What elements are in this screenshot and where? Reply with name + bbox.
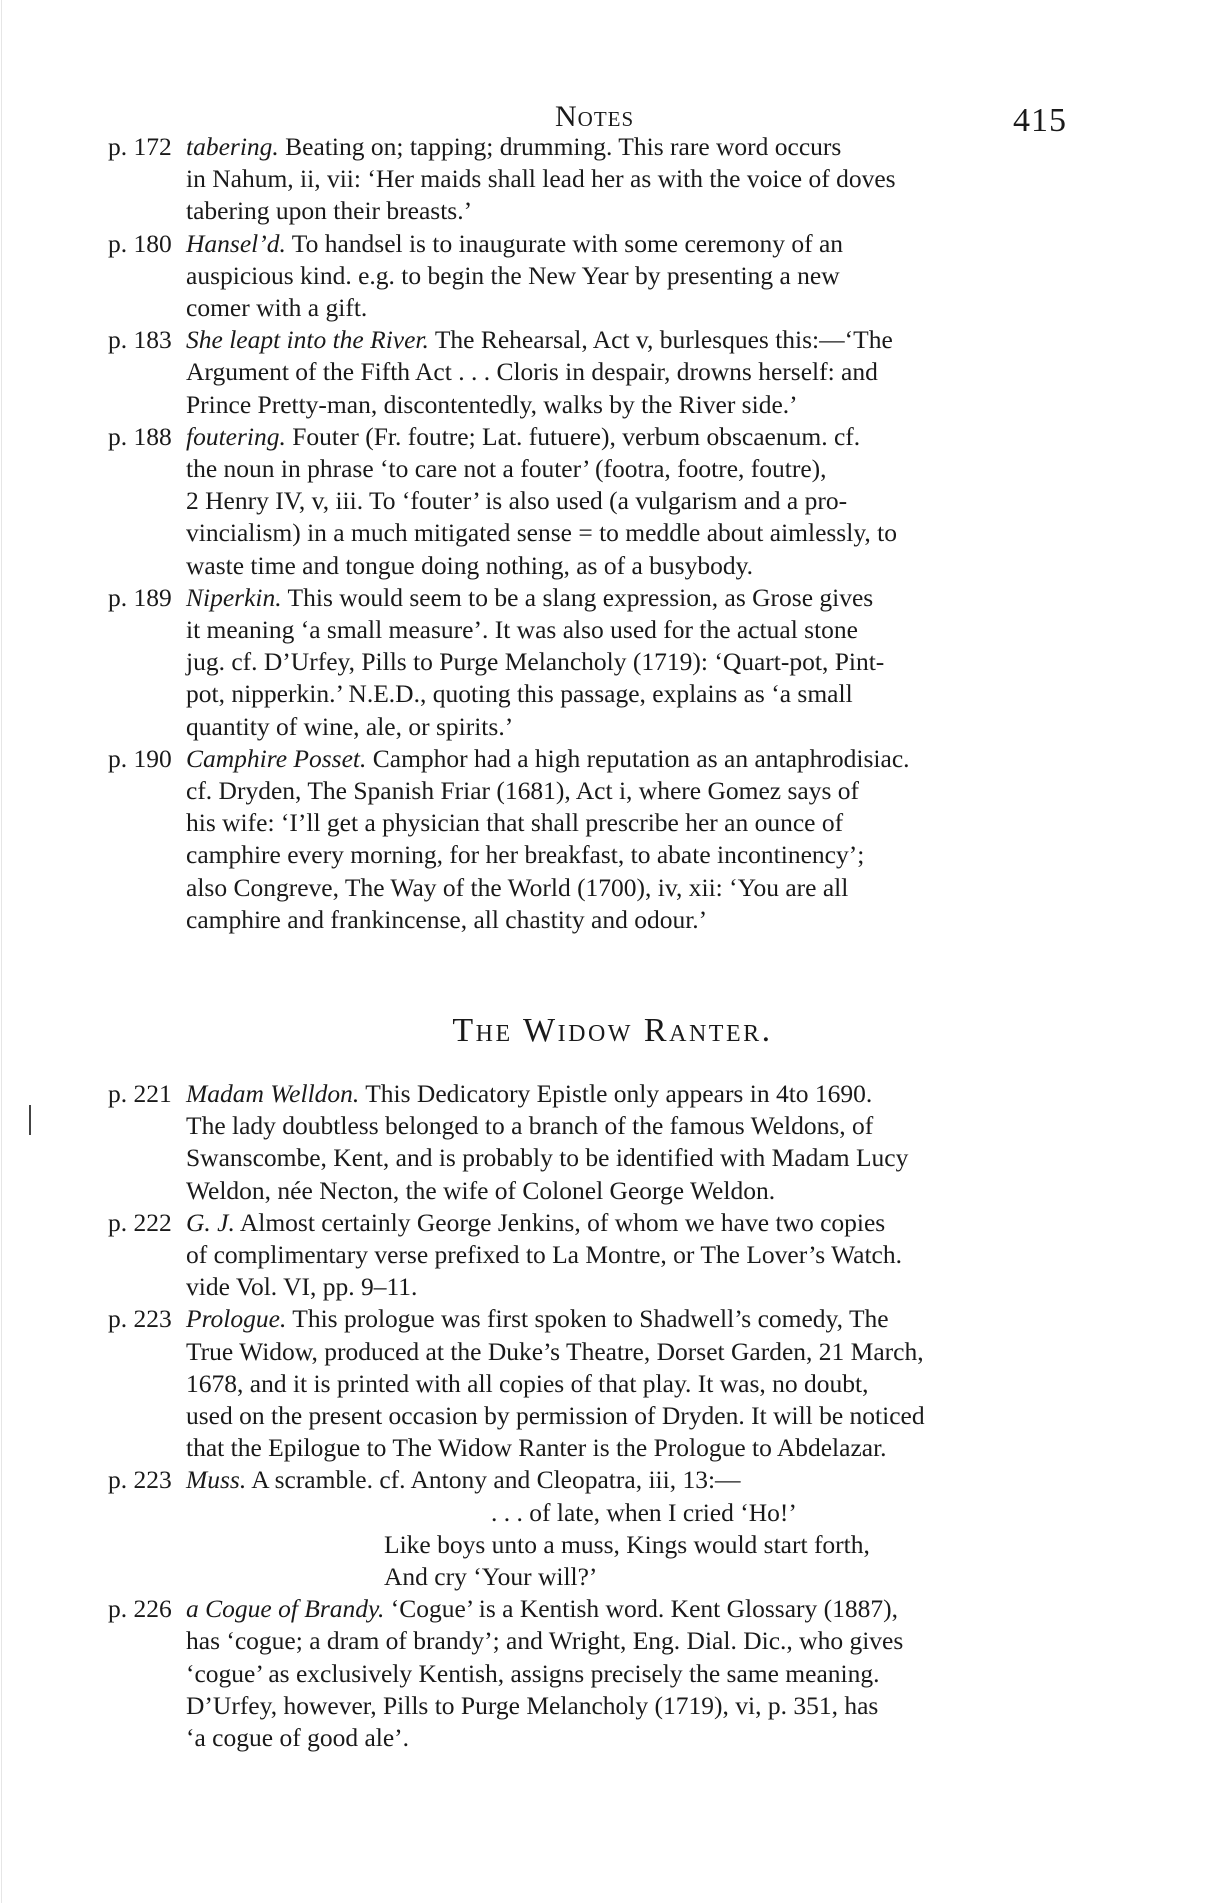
page-reference: p. 222 [108,1207,172,1237]
margin-mark [29,1105,31,1135]
note-text: A scramble. cf. Antony and Cleopatra, iii, 13:— [251,1465,741,1495]
note-line [186,163,1108,195]
note-line [186,1078,1108,1110]
note-line [186,356,1108,388]
note-headword: Hansel’d. [186,228,286,258]
note-text: has ‘cogue; a dram of brandy’; and Wright, Eng. Dial. Dic., who gives [186,1626,904,1656]
note-line [186,1690,1108,1722]
note-text: D’Urfey, however, Pills to Purge Melancholy (1719), vi, p. 351, has [186,1690,879,1720]
note-entry [108,131,1108,228]
page-reference: p. 223 [108,1465,172,1495]
note-line [186,1400,1108,1432]
note-text: True Widow, produced at the Duke’s Theatre, Dorset Garden, 21 March, [186,1336,924,1366]
note-headword: Camphire Posset. [186,743,367,773]
note-text: auspicious kind. e.g. to begin the New Year by presenting a new [186,260,840,290]
note-text: camphire and frankincense, all chastity and odour.’ [186,904,708,934]
note-text: Prince Pretty-man, discontentedly, walks by the River side.’ [186,389,798,419]
note-line [186,1142,1108,1174]
note-line [186,1336,1108,1368]
note-text: camphire every morning, for her breakfast, to abate incontinency’; [186,840,865,870]
note-entry [108,582,1108,743]
note-text: also Congreve, The Way of the World (1700), iv, xii: ‘You are all [186,872,849,902]
note-entry [108,1207,1108,1304]
note-line [186,614,1108,646]
note-entry [108,421,1108,582]
notes-section-bottom [108,1078,1108,1754]
note-line [186,550,1108,582]
note-text: of complimentary verse prefixed to La Montre, or The Lover’s Watch. [186,1240,902,1270]
note-line [186,292,1108,324]
note-line [186,1625,1108,1657]
note-text: The lady doubtless belonged to a branch of the famous Weldons, of [186,1111,874,1141]
note-text: cf. Dryden, The Spanish Friar (1681), Act i, where Gomez says of [186,776,859,806]
note-entry [108,324,1108,421]
note-text: pot, nipperkin.’ N.E.D., quoting this passage, explains as ‘a small [186,679,853,709]
note-text: This prologue was first spoken to Shadwell’s comedy, The [292,1304,889,1334]
note-headword: tabering. [186,132,279,161]
note-headword: Prologue. [186,1304,287,1334]
note-text: Beating on; tapping; drumming. This rare word occurs [285,132,842,161]
note-line [186,453,1108,485]
note-text: ‘Cogue’ is a Kentish word. Kent Glossary (1887), [390,1594,899,1624]
note-headword: G. J. [186,1207,235,1237]
note-text: Swanscombe, Kent, and is probably to be identified with Madam Lucy [186,1143,909,1173]
note-line [186,1722,1108,1754]
note-headword: foutering. [186,421,286,451]
note-text: used on the present occasion by permission of Dryden. It will be noticed [186,1401,925,1431]
verse-line: Like boys unto a muss, Kings would start forth, [384,1529,870,1559]
note-line [186,711,1108,743]
page-reference: p. 223 [108,1304,172,1334]
note-line [186,517,1108,549]
note-line [186,131,1108,163]
note-line [186,743,1108,775]
verse-line: . . . of late, when I cried ‘Ho!’ [491,1497,797,1527]
note-text: ‘cogue’ as exclusively Kentish, assigns precisely the same meaning. [186,1658,880,1688]
note-entry [108,228,1108,325]
note-text: his wife: ‘I’ll get a physician that shall prescribe her an ounce of [186,808,844,838]
note-text: jug. cf. D’Urfey, Pills to Purge Melancholy (1719): ‘Quart-pot, Pint- [186,647,885,677]
note-text: Fouter (Fr. foutre; Lat. futuere), verbum obscaenum. cf. [292,421,861,451]
note-entry [108,1464,1108,1593]
note-text: it meaning ‘a small measure’. It was also used for the actual stone [186,615,858,645]
note-line [186,1207,1108,1239]
note-line [186,582,1108,614]
note-line [186,1239,1108,1271]
note-text: Almost certainly George Jenkins, of whom we have two copies [239,1207,886,1237]
note-text: To handsel is to inaugurate with some ceremony of an [291,228,844,258]
verse-quotation [186,1497,1108,1594]
note-line [186,904,1108,936]
note-text: 1678, and it is printed with all copies of that play. It was, no doubt, [186,1368,869,1398]
page-reference: p. 172 [108,132,172,161]
note-text: waste time and tongue doing nothing, as of a busybody. [186,550,754,580]
page-reference: p. 221 [108,1079,172,1108]
note-entry [108,1593,1108,1754]
note-line [186,1368,1108,1400]
running-title: Notes [555,100,635,133]
note-headword: Madam Welldon. [186,1079,360,1108]
note-headword: a Cogue of Brandy. [186,1594,385,1624]
note-text: Weldon, née Necton, the wife of Colonel George Weldon. [186,1175,776,1205]
note-text: The Rehearsal, Act v, burlesques this:—‘The [434,325,893,355]
note-line [186,678,1108,710]
note-headword: Muss. [186,1465,247,1495]
note-line [186,389,1108,421]
note-text: tabering upon their breasts.’ [186,196,473,226]
note-entry [108,743,1108,936]
note-line [186,775,1108,807]
note-line [186,228,1108,260]
note-text: the noun in phrase ‘to care not a fouter’ (footra, footre, foutre), [186,454,827,484]
note-text: Argument of the Fifth Act . . . Cloris in despair, drowns herself: and [186,357,878,387]
verse-line: And cry ‘Your will?’ [384,1562,598,1592]
note-text: quantity of wine, ale, or spirits.’ [186,711,514,741]
note-line [186,1271,1108,1303]
page-reference: p. 190 [108,743,172,773]
note-text: comer with a gift. [186,293,368,323]
note-text: 2 Henry IV, v, iii. To ‘fouter’ is also used (a vulgarism and a pro- [186,486,848,516]
note-headword: Niperkin. [186,582,282,612]
note-line [186,1432,1108,1464]
section-heading: The Widow Ranter. [452,1012,773,1049]
note-line [186,260,1108,292]
note-line [186,1175,1108,1207]
note-text: This Dedicatory Epistle only appears in 4to 1690. [365,1079,873,1108]
page-reference: p. 189 [108,582,172,612]
note-line [186,485,1108,517]
note-line [186,807,1108,839]
note-line [186,195,1108,227]
note-text: in Nahum, ii, vii: ‘Her maids shall lead her as with the voice of doves [186,164,896,194]
note-text: that the Epilogue to The Widow Ranter is the Prologue to Abdelazar. [186,1433,887,1463]
note-text: ‘a cogue of good ale’. [186,1723,410,1753]
note-entry [108,1303,1108,1464]
note-entry [108,1078,1108,1207]
note-line [186,1464,1108,1496]
note-line [186,872,1108,904]
note-line [186,1593,1108,1625]
note-line [186,421,1108,453]
page-edge-line [1,0,2,1903]
note-line [186,1658,1108,1690]
notes-section-top [108,131,1108,936]
page-number: 415 [1013,102,1067,139]
page-reference: p. 226 [108,1594,172,1624]
note-line [186,324,1108,356]
note-line [186,1303,1108,1335]
page-reference: p. 183 [108,325,172,355]
note-text: vincialism) in a much mitigated sense = to meddle about aimlessly, to [186,518,897,548]
note-text: vide Vol. VI, pp. 9–11. [186,1272,418,1302]
note-line [186,839,1108,871]
page-reference: p. 180 [108,228,172,258]
note-text: Camphor had a high reputation as an antaphrodisiac. [372,743,910,773]
page-reference: p. 188 [108,421,172,451]
note-text: This would seem to be a slang expression, as Grose gives [287,582,874,612]
note-headword: She leapt into the River. [186,325,429,355]
note-line [186,646,1108,678]
note-line [186,1110,1108,1142]
